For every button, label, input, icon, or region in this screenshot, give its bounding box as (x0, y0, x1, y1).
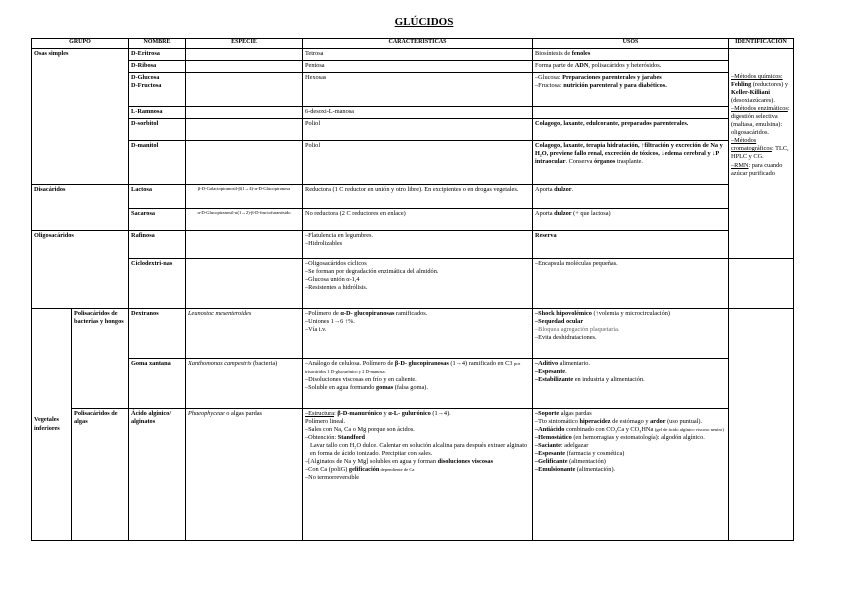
especie-cell (186, 119, 303, 141)
group-bacterias: Polisacáridos de bacterias y hongos (72, 309, 129, 409)
especie-cell: β-D-Galactopiranosil-β(1→4)-α-D-Glucopiranosa (186, 185, 303, 209)
especie-cell (186, 259, 303, 309)
car-cell: ‒Análogo de celulosa. Polímero de β-D- glucopiranosas (1→4) ramificado en C3 por trisacáridos 1 D-glucurónico y 2 D-manosa. ‒Disoluciones viscosas en frío y en caliente. ‒Soluble en agua formando gomas (falsa goma). (303, 359, 533, 409)
uso-cell: Reserva (533, 231, 729, 259)
table-row (32, 409, 794, 541)
especie-cell (186, 231, 303, 259)
header-grupo: GRUPO (32, 39, 129, 49)
car-cell: Poliol (303, 141, 533, 185)
page-title: GLÚCIDOS (394, 16, 454, 28)
nombre-cell: Rafinosa (129, 231, 186, 259)
header-identificacion: IDENTIFICACIÓN (729, 39, 794, 49)
nombre-cell: D-sorbitol (129, 119, 186, 141)
uso-cell: Aporta dulzor. (533, 185, 729, 209)
group-oligosacaridos: Oligosacáridos (32, 231, 129, 309)
uso-cell (533, 107, 729, 119)
car-cell: Reductora (1 C reductor en unión y otro libre). En excipientes o en drogas vegetales. (303, 185, 533, 209)
especie-cell (186, 141, 303, 185)
uso-cell: Aporta dulzor (+ que lactosa) (533, 209, 729, 231)
uso-cell: Biosíntesis de fenoles (533, 49, 729, 61)
nombre-cell: D-Ribosa (129, 61, 186, 73)
car-cell: ‒Estructura: β-D-manurónico y α-L- gulurónico (1→4). Polímero lineal. ‒Sales con Na, Ca o Mg porque son ácidos. ‒Obtención: Standford Lavar tallo con H₂O dulce. Calentar en solución alcalina para después extraer alginato en forma de ácido ionizado. Precipitar con sales. ‒[Alginatos de Na y Mg] solubles en agua y forman disoluciones viscosas ‒Con Ca (poliG) gelificación dependiente de Ca ‒No termorreversible (303, 409, 533, 541)
header-row (32, 39, 794, 49)
table-row (32, 209, 794, 231)
table-row (32, 309, 794, 359)
uso-cell: ‒Soporte algas pardas ‒Tto sintomático hiperacidez de estómago y ardor (uso puntual). ‒Antiácido combinado con CO₃Ca y CO₃HNa (gel de ácido algínico viscoso neutro) ‒Hemostático (en hemorragias y estomatología): algodón algínico. ‒Saciante: adelgazar ‒Espesante (farmacia y cosmética) ‒Gelificante (alimentación) ‒Emulsionante (alimentación). (533, 409, 729, 541)
car-cell: ‒Flatulencia en legumbres. ‒Hidrolizables (303, 231, 533, 259)
table-row (32, 231, 794, 259)
especie-cell: Xanthomonas campestris (bacteria) (186, 359, 303, 409)
group-disacaridos: Disacáridos (32, 185, 129, 231)
nombre-cell: Lactosa (129, 185, 186, 209)
uso-cell: Forma parte de ADN, polisacáridos y heterósidos. (533, 61, 729, 73)
group-algas: Polisacáridos de algas (72, 409, 129, 541)
nombre-cell: Ciclodextri-nas (129, 259, 186, 309)
identificacion-cell-empty (729, 259, 794, 309)
car-cell: No reductora (2 C reductores en enlace) (303, 209, 533, 231)
especie-cell: α-D-Glucopiranosil-α(1→2)-β-D-fructofuranósido (186, 209, 303, 231)
nombre-cell: D-Eritrosa (129, 49, 186, 61)
especie-cell (186, 61, 303, 73)
glucidos-table (31, 38, 794, 541)
car-cell: ‒Oligosacáridos cíclicos ‒Se forman por degradación enzimática del almidón. ‒Glucosa unión α-1,4 ‒Resistentes a hidrólisis. (303, 259, 533, 309)
table-row (32, 259, 794, 309)
car-cell: Hexosas (303, 73, 533, 107)
uso-cell: ‒Shock hipovolémico (↑volemia y microcirculación) ‒Sequedad ocular ‒Bloquea agregación plaquetaria. ‒Evita deshidrataciones. (533, 309, 729, 359)
identificacion-cell-empty (729, 309, 794, 541)
uso-cell: ‒Encapsula moléculas pequeñas. (533, 259, 729, 309)
car-cell: ‒Polímero de α-D- glucopiranosas ramificados. ‒Uniones 1→6 ↑%. ‒Vía i.v. (303, 309, 533, 359)
nombre-cell: Goma xantana (129, 359, 186, 409)
table-row (32, 359, 794, 409)
especie-cell (186, 49, 303, 61)
car-cell: Poliol (303, 119, 533, 141)
table-row (32, 49, 794, 61)
uso-cell: ‒Glucosa: Preparaciones parenterales y jarabes ‒Fructosa: nutrición parenteral y para diabéticos. (533, 73, 729, 107)
table-row (32, 73, 794, 107)
group-osas: Osas simples (32, 49, 129, 185)
especie-cell: Leunostoc mesenteroides (186, 309, 303, 359)
group-vegetales: Vegetales inferiores (32, 309, 72, 541)
table-row (32, 185, 794, 209)
table-row (32, 141, 794, 185)
car-cell: Pentosa (303, 61, 533, 73)
header-nombre: NOMBRE (129, 39, 186, 49)
header-especie: ESPECIE (186, 39, 303, 49)
header-usos: USOS (533, 39, 729, 49)
car-cell: Tetrosa (303, 49, 533, 61)
uso-cell: Colagogo, laxante, edulcorante, preparados parenterales. (533, 119, 729, 141)
nombre-cell: Sacarosa (129, 209, 186, 231)
car-cell: 6-desoxi-L-manosa (303, 107, 533, 119)
nombre-cell: Dextranos (129, 309, 186, 359)
nombre-cell: L-Ramnosa (129, 107, 186, 119)
especie-cell: Phaeophyceae o algas pardas (186, 409, 303, 541)
especie-cell (186, 107, 303, 119)
identificacion-cell: ‒Métodos químicos: Fehling (reductores) y Keller-Killiani (desoxiazúcares). ‒Métodos enzimáticos: digestión selectiva (maltasa, emulsina): oligosacáridos. ‒Métodos cromatográficos: TLC, HPLC y CG. ‒RMN: para cuando azúcar purificado (729, 49, 794, 259)
nombre-cell: D-manitol (129, 141, 186, 185)
table-row (32, 119, 794, 141)
uso-cell: Colagogo, laxante, terapia hidratación, ↑filtración y excreción de Na y H₂O, previene fallo renal, excreción de tóxicos, ↓edema cerebral y ↓P intraocular. Conserva órganos trasplante. (533, 141, 729, 185)
nombre-cell: D-Glucosa D-Fructosa (129, 73, 186, 107)
table-row (32, 107, 794, 119)
especie-cell (186, 73, 303, 107)
nombre-cell: Ácido algínico/ alginatos (129, 409, 186, 541)
table-row (32, 61, 794, 73)
uso-cell: ‒Aditivo alimentario. ‒Espesante. ‒Estabilizante en industria y alimentación. (533, 359, 729, 409)
header-caracteristicas: CARACTERÍSTICAS (303, 39, 533, 49)
